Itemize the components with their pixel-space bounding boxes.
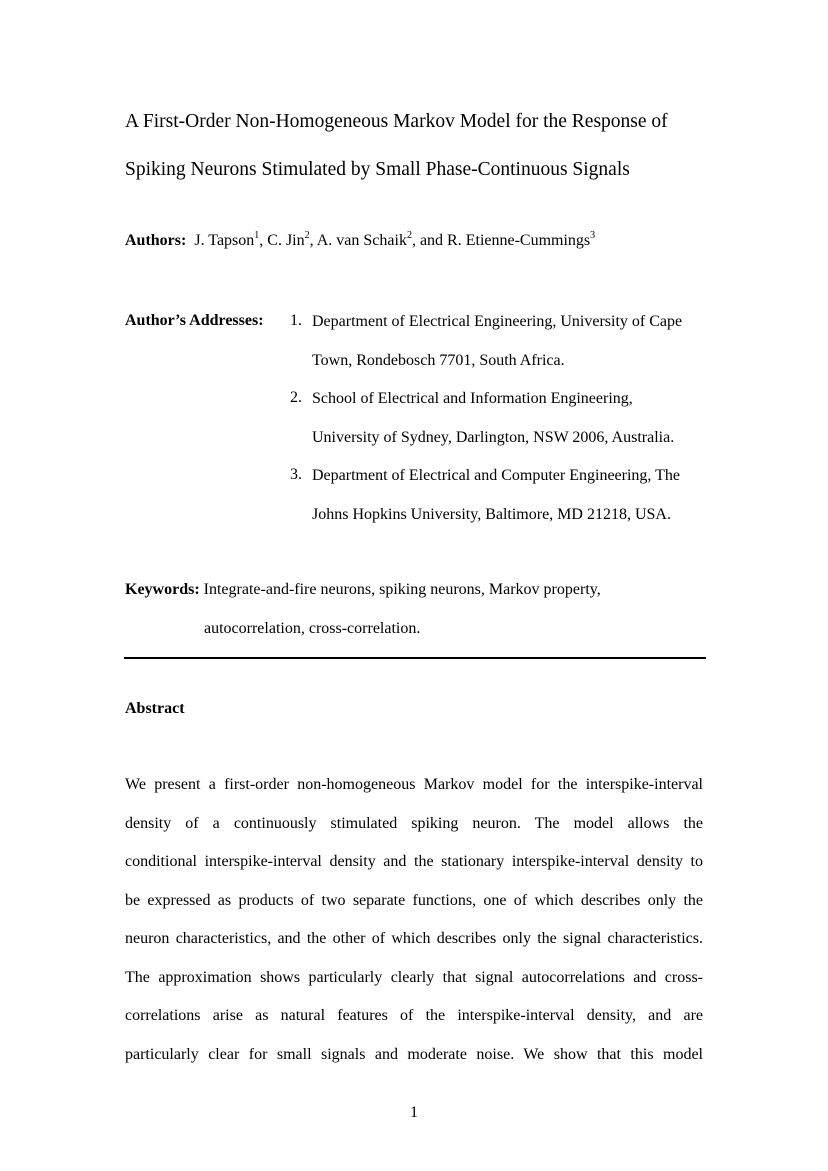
keywords-line-2: autocorrelation, cross-correlation.	[204, 620, 421, 637]
author-separator: , and	[411, 232, 448, 249]
paper-title	[125, 98, 725, 194]
author-name: R. Etienne-Cummings	[447, 232, 591, 249]
abstract-line: neuron characteristics, and the other of which describes only the signal characteristics.	[125, 930, 703, 947]
abstract-line: We present a first-order non-homogeneous Markov model for the interspike-interval	[125, 776, 703, 793]
abstract-line: conditional interspike-interval density and the stationary interspike-interval density to	[125, 853, 703, 870]
title-line-2: Spiking Neurons Stimulated by Small Phase-Continuous Signals	[125, 159, 630, 180]
author-affiliation-sup: 1	[254, 230, 260, 241]
address-line: Department of Electrical Engineering, University of Cape	[312, 313, 683, 330]
address-number: 2.	[290, 389, 302, 406]
abstract-line: particularly clear for small signals and moderate noise. We show that this model	[125, 1045, 703, 1063]
authors-line	[125, 232, 595, 250]
addresses-list	[290, 312, 682, 543]
authors-label: Authors:	[125, 232, 187, 249]
abstract-line: correlations arise as natural features of the interspike-interval density, and are	[125, 1007, 703, 1024]
abstract-line: density of a continuously stimulated spiking neuron. The model allows the	[125, 814, 703, 832]
address-item	[290, 389, 682, 466]
address-line: Johns Hopkins University, Baltimore, MD 21218, USA.	[312, 505, 671, 523]
address-number: 1.	[290, 312, 302, 329]
abstract-heading: Abstract	[125, 700, 185, 717]
page-number: 1	[410, 1104, 418, 1121]
address-number: 3.	[290, 466, 302, 483]
keywords-line-1: Integrate-and-fire neurons, spiking neurons, Markov property,	[203, 581, 601, 598]
address-line: School of Electrical and Information Engineering,	[312, 390, 633, 407]
author-separator: ,	[309, 232, 317, 249]
author-separator: ,	[259, 232, 268, 249]
author-affiliation-sup: 2	[304, 230, 310, 241]
abstract-line: The approximation shows particularly clearly that signal autocorrelations and cross-	[125, 968, 703, 986]
author-affiliation-sup: 2	[406, 230, 412, 241]
author-name: C. Jin	[267, 232, 305, 249]
address-line: Town, Rondebosch 7701, South Africa.	[312, 351, 565, 369]
address-item	[290, 466, 682, 543]
keywords-label: Keywords:	[125, 581, 200, 598]
address-line: Department of Electrical and Computer Engineering, The	[312, 467, 681, 484]
section-divider	[124, 657, 706, 659]
keywords-block	[125, 581, 601, 637]
author-name: J. Tapson	[194, 232, 255, 249]
abstract-body	[125, 775, 703, 1083]
address-line: University of Sydney, Darlington, NSW 2006, Australia.	[312, 428, 675, 446]
addresses-label: Author’s Addresses:	[125, 312, 264, 329]
address-item	[290, 312, 682, 389]
author-affiliation-sup: 3	[590, 230, 596, 241]
abstract-line: be expressed as products of two separate functions, one of which describes only the	[125, 891, 703, 909]
title-line-1: A First-Order Non-Homogeneous Markov Model for the Response of	[125, 111, 668, 132]
author-name: A. van Schaik	[316, 232, 407, 249]
